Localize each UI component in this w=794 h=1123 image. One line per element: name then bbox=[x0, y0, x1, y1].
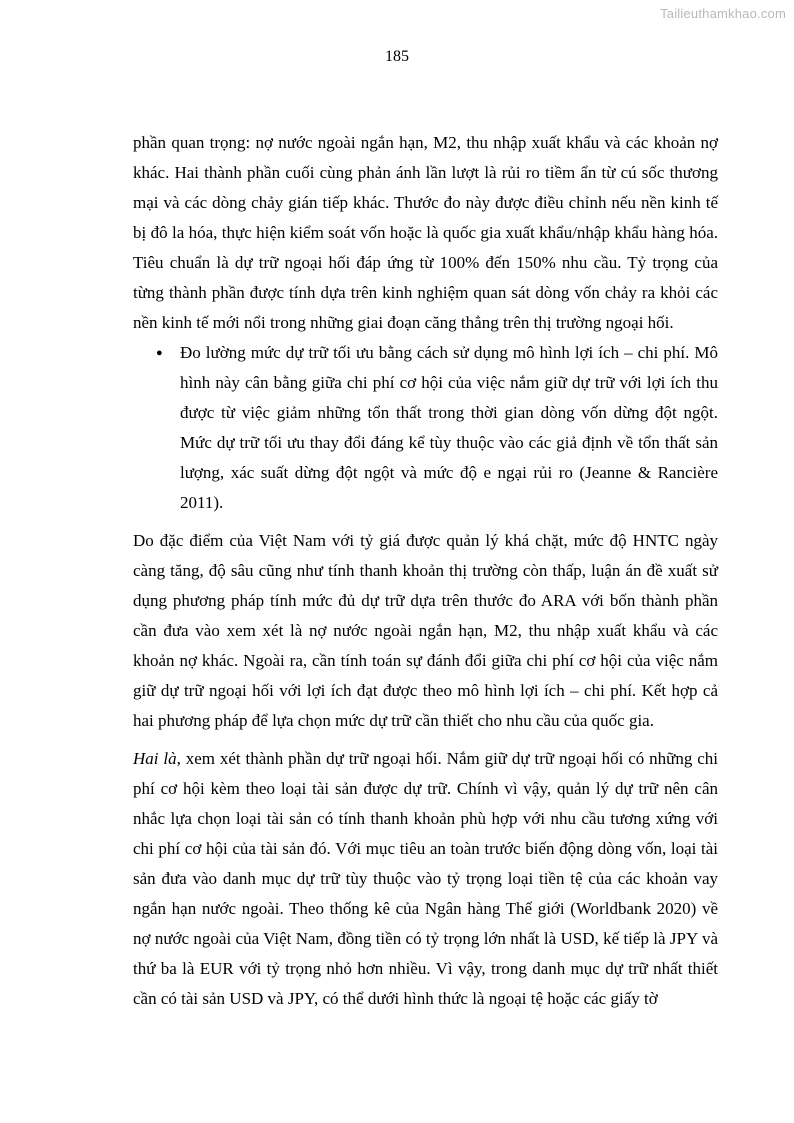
paragraph-2 bbox=[133, 744, 718, 1014]
document-body bbox=[133, 128, 718, 1014]
bullet-icon: ● bbox=[156, 347, 163, 359]
bullet-item bbox=[156, 338, 718, 518]
paragraph-2-lead: Hai là bbox=[133, 749, 177, 768]
paragraph-2-text: , xem xét thành phần dự trữ ngoại hối. Nắm giữ dự trữ ngoại hối có những chi phí cơ hội kèm theo loại tài sản được dự trữ. Chính vì vậy, quản lý dự trữ nên cân nhắc lựa chọn loại tài sản có tính thanh khoản phù hợp với nhu cầu tương xứng với chi phí cơ hội của tài sản đó. Với mục tiêu an toàn trước biến động dòng vốn, loại tài sản đưa vào danh mục dự trữ tùy thuộc vào tỷ trọng loại tiền tệ của các khoản vay ngắn hạn nước ngoài. Theo thống kê của Ngân hàng Thế giới (Worldbank 2020) về nợ nước ngoài của Việt Nam, đồng tiền có tỷ trọng lớn nhất là USD, kế tiếp là JPY và thứ ba là EUR với tỷ trọng nhỏ hơn nhiều. Vì vậy, trong danh mục dự trữ nhất thiết cần có tài sản USD và JPY, có thể dưới hình thức là ngoại tệ hoặc các giấy tờ bbox=[133, 749, 718, 1008]
page-number: 185 bbox=[385, 48, 409, 65]
bullet-text: Đo lường mức dự trữ tối ưu bằng cách sử dụng mô hình lợi ích – chi phí. Mô hình này cân bằng giữa chi phí cơ hội của việc nắm giữ dự trữ với lợi ích thu được từ việc giảm những tổn thất trong thời gian dòng vốn dừng đột ngột. Mức dự trữ tối ưu thay đổi đáng kể tùy thuộc vào các giả định về tổn thất sản lượng, xác suất dừng đột ngột và mức độ e ngại rủi ro (Jeanne & Rancière 2011). bbox=[180, 343, 718, 512]
watermark: Tailieuthamkhao.com bbox=[660, 6, 786, 21]
paragraph-1: Do đặc điểm của Việt Nam với tỷ giá được quản lý khá chặt, mức độ HNTC ngày càng tăng, độ sâu cũng như tính thanh khoản thị trường còn thấp, luận án đề xuất sử dụng phương pháp tính mức đủ dự trữ dựa trên thước đo ARA với bốn thành phần cần đưa vào xem xét là nợ nước ngoài ngắn hạn, M2, thu nhập xuất khẩu và các khoản nợ khác. Ngoài ra, cần tính toán sự đánh đổi giữa chi phí cơ hội của việc nắm giữ dự trữ ngoại hối với lợi ích đạt được theo mô hình lợi ích – chi phí. Kết hợp cả hai phương pháp để lựa chọn mức dự trữ cần thiết cho nhu cầu của quốc gia. bbox=[133, 531, 718, 730]
continued-paragraph: phần quan trọng: nợ nước ngoài ngắn hạn, M2, thu nhập xuất khẩu và các khoản nợ khác. Hai thành phần cuối cùng phản ánh lần lượt là rủi ro tiềm ẩn từ cú sốc thương mại và các dòng chảy gián tiếp khác. Thước đo này được điều chỉnh nếu nền kinh tế bị đô la hóa, thực hiện kiểm soát vốn hoặc là quốc gia xuất khẩu/nhập khẩu hàng hóa. Tiêu chuẩn là dự trữ ngoại hối đáp ứng từ 100% đến 150% nhu cầu. Tỷ trọng của từng thành phần được tính dựa trên kinh nghiệm quan sát dòng vốn chảy ra khỏi các nền kinh tế mới nổi trong những giai đoạn căng thẳng trên thị trường ngoại hối. bbox=[133, 133, 718, 332]
